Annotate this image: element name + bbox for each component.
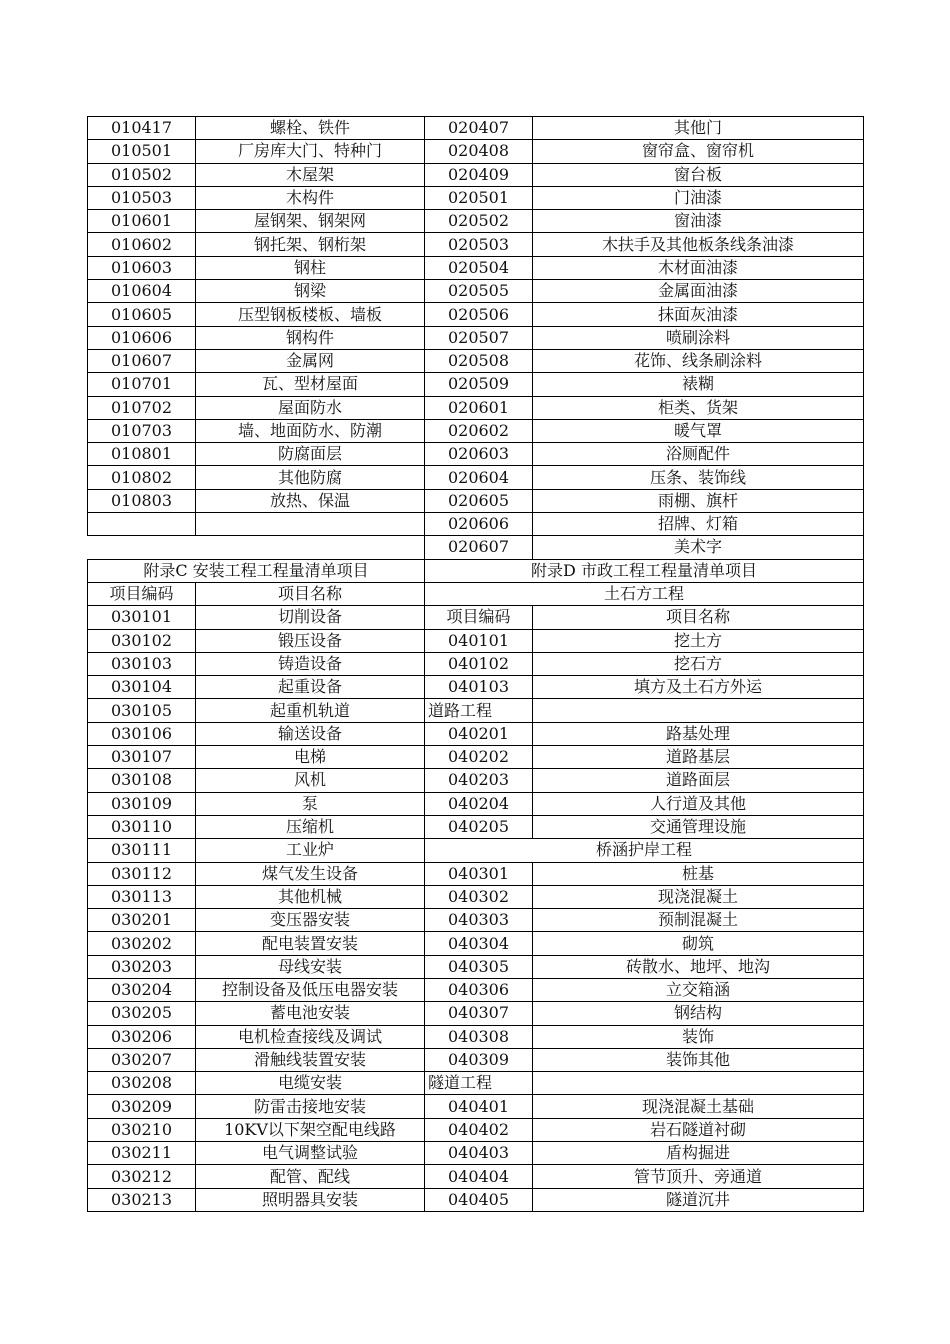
item-name-cell: 压缩机 <box>196 815 425 838</box>
item-code-cell: 020507 <box>425 326 533 349</box>
item-code-cell: 030101 <box>88 606 196 629</box>
item-name-cell: 配管、配线 <box>196 1165 425 1188</box>
appendix-title-row <box>88 559 864 582</box>
item-name-cell: 瓦、型材屋面 <box>196 373 425 396</box>
item-name-cell: 电缆安装 <box>196 1072 425 1095</box>
item-code-cell: 020408 <box>425 140 533 163</box>
item-code-cell: 030107 <box>88 746 196 769</box>
item-code-cell: 010503 <box>88 186 196 209</box>
item-name-cell: 控制设备及低压电器安装 <box>196 978 425 1001</box>
table-row <box>88 978 864 1001</box>
item-name-cell: 防雷击接地安装 <box>196 1095 425 1118</box>
item-code-cell: 030103 <box>88 652 196 675</box>
appendix-d-title: 附录D 市政工程工程量清单项目 <box>425 559 864 582</box>
item-name-cell <box>196 513 425 536</box>
item-name-cell: 起重设备 <box>196 676 425 699</box>
item-code-cell: 030202 <box>88 932 196 955</box>
table-row <box>88 396 864 419</box>
item-code-cell: 040405 <box>425 1188 533 1211</box>
item-code-cell: 030104 <box>88 676 196 699</box>
item-name-cell: 金属网 <box>196 349 425 372</box>
item-name-cell: 木材面油漆 <box>533 256 864 279</box>
item-name-cell: 装饰 <box>533 1025 864 1048</box>
item-name-cell: 预制混凝土 <box>533 909 864 932</box>
item-code-cell: 030212 <box>88 1165 196 1188</box>
table-row <box>88 326 864 349</box>
item-name-cell: 装饰其他 <box>533 1048 864 1071</box>
item-name-cell: 厂房库大门、特种门 <box>196 140 425 163</box>
item-name-cell: 雨棚、旗杆 <box>533 489 864 512</box>
item-name-cell: 金属面油漆 <box>533 280 864 303</box>
table-row <box>88 140 864 163</box>
item-code-cell: 020505 <box>425 280 533 303</box>
item-name-cell: 防腐面层 <box>196 443 425 466</box>
table-row <box>88 1072 864 1095</box>
item-code-cell: 040402 <box>425 1118 533 1141</box>
item-code-cell: 010604 <box>88 280 196 303</box>
item-code-cell: 030112 <box>88 862 196 885</box>
header-row <box>88 582 864 605</box>
item-code-cell: 040308 <box>425 1025 533 1048</box>
item-name-cell: 木构件 <box>196 186 425 209</box>
item-name-cell: 照明器具安装 <box>196 1188 425 1211</box>
item-code-cell: 040203 <box>425 769 533 792</box>
table-row <box>88 443 864 466</box>
item-name-cell: 起重机轨道 <box>196 699 425 722</box>
item-name-cell: 盾构掘进 <box>533 1142 864 1165</box>
table-row <box>88 233 864 256</box>
item-name-cell: 木屋架 <box>196 163 425 186</box>
item-name-cell: 人行道及其他 <box>533 792 864 815</box>
table-row <box>88 862 864 885</box>
item-code-cell: 030102 <box>88 629 196 652</box>
table-row <box>88 210 864 233</box>
column-header-code: 项目编码 <box>88 582 196 605</box>
item-name-cell: 道路面层 <box>533 769 864 792</box>
table-row <box>88 746 864 769</box>
item-code-cell: 030110 <box>88 815 196 838</box>
item-code-cell: 040401 <box>425 1095 533 1118</box>
item-name-cell: 柜类、货架 <box>533 396 864 419</box>
table-row <box>88 513 864 536</box>
item-name-cell: 挖石方 <box>533 652 864 675</box>
item-code-cell: 040101 <box>425 629 533 652</box>
item-name-cell: 螺栓、铁件 <box>196 117 425 140</box>
item-code-cell: 010417 <box>88 117 196 140</box>
item-name-cell: 煤气发生设备 <box>196 862 425 885</box>
item-name-cell: 岩石隧道衬砌 <box>533 1118 864 1141</box>
table-row <box>88 163 864 186</box>
item-name-cell: 美术字 <box>533 536 864 559</box>
table-row <box>88 1025 864 1048</box>
item-name-cell: 隧道沉井 <box>533 1188 864 1211</box>
item-name-cell: 道路基层 <box>533 746 864 769</box>
item-name-cell: 墙、地面防水、防潮 <box>196 419 425 442</box>
item-name-cell: 挖土方 <box>533 629 864 652</box>
item-name-cell: 放热、保温 <box>196 489 425 512</box>
item-code-cell: 040303 <box>425 909 533 932</box>
item-name-cell: 填方及土石方外运 <box>533 676 864 699</box>
section-title: 隧道工程 <box>425 1072 533 1095</box>
item-name-cell: 裱糊 <box>533 373 864 396</box>
item-name-cell: 滑触线装置安装 <box>196 1048 425 1071</box>
table-row <box>88 1048 864 1071</box>
item-code-cell: 040305 <box>425 955 533 978</box>
table-row <box>88 885 864 908</box>
item-name-cell: 现浇混凝土基础 <box>533 1095 864 1118</box>
item-code-cell: 020604 <box>425 466 533 489</box>
item-name-cell: 铸造设备 <box>196 652 425 675</box>
item-code-cell: 030106 <box>88 722 196 745</box>
item-code-cell: 040204 <box>425 792 533 815</box>
column-header-name: 项目名称 <box>533 606 864 629</box>
item-name-cell: 泵 <box>196 792 425 815</box>
item-code-cell: 030209 <box>88 1095 196 1118</box>
item-code-cell: 040404 <box>425 1165 533 1188</box>
item-code-cell: 040103 <box>425 676 533 699</box>
empty-cell <box>88 536 425 559</box>
table-row <box>88 117 864 140</box>
item-name-cell: 窗台板 <box>533 163 864 186</box>
item-name-cell: 输送设备 <box>196 722 425 745</box>
table-row <box>88 186 864 209</box>
item-name-cell: 喷刷涂料 <box>533 326 864 349</box>
table-row <box>88 280 864 303</box>
item-code-cell: 030208 <box>88 1072 196 1095</box>
table-row <box>88 606 864 629</box>
table-row <box>88 955 864 978</box>
item-name-cell: 浴厕配件 <box>533 443 864 466</box>
table-row <box>88 769 864 792</box>
table-body <box>88 117 864 1212</box>
item-name-cell: 风机 <box>196 769 425 792</box>
item-code-cell: 030108 <box>88 769 196 792</box>
item-code-cell: 010605 <box>88 303 196 326</box>
table-row <box>88 839 864 862</box>
item-code-cell: 040403 <box>425 1142 533 1165</box>
item-name-cell: 电梯 <box>196 746 425 769</box>
table-row <box>88 1002 864 1025</box>
item-name-cell: 蓄电池安装 <box>196 1002 425 1025</box>
item-code-cell: 040302 <box>425 885 533 908</box>
item-code-cell: 010803 <box>88 489 196 512</box>
table-row <box>88 699 864 722</box>
item-code-cell: 010601 <box>88 210 196 233</box>
table-row <box>88 1095 864 1118</box>
table-row <box>88 1165 864 1188</box>
table-row <box>88 909 864 932</box>
item-name-cell: 工业炉 <box>196 839 425 862</box>
item-name-cell: 木扶手及其他板条线条油漆 <box>533 233 864 256</box>
item-code-cell: 030105 <box>88 699 196 722</box>
item-name-cell: 电机检查接线及调试 <box>196 1025 425 1048</box>
item-code-cell: 040307 <box>425 1002 533 1025</box>
item-name-cell: 切削设备 <box>196 606 425 629</box>
item-name-cell: 母线安装 <box>196 955 425 978</box>
item-name-cell: 电气调整试验 <box>196 1142 425 1165</box>
item-code-cell: 010802 <box>88 466 196 489</box>
table-row <box>88 489 864 512</box>
item-code-cell: 010702 <box>88 396 196 419</box>
item-code-cell: 020409 <box>425 163 533 186</box>
item-name-cell: 门油漆 <box>533 186 864 209</box>
item-name-cell: 屋钢架、钢架网 <box>196 210 425 233</box>
item-code-cell: 010502 <box>88 163 196 186</box>
item-code-cell: 020501 <box>425 186 533 209</box>
item-name-cell: 锻压设备 <box>196 629 425 652</box>
item-name-cell: 10KV以下架空配电线路 <box>196 1118 425 1141</box>
column-header-name: 项目名称 <box>196 582 425 605</box>
table-row <box>88 373 864 396</box>
item-name-cell: 砖散水、地坪、地沟 <box>533 955 864 978</box>
item-code-cell: 020504 <box>425 256 533 279</box>
item-code-cell: 040201 <box>425 722 533 745</box>
item-code-cell: 040309 <box>425 1048 533 1071</box>
item-code-cell: 040205 <box>425 815 533 838</box>
item-code-cell: 030113 <box>88 885 196 908</box>
item-name-cell: 招牌、灯箱 <box>533 513 864 536</box>
item-code-cell: 010701 <box>88 373 196 396</box>
item-code-cell: 010801 <box>88 443 196 466</box>
item-code-cell: 020605 <box>425 489 533 512</box>
item-code-cell: 010606 <box>88 326 196 349</box>
item-code-cell: 010607 <box>88 349 196 372</box>
item-name-cell: 窗帘盒、窗帘机 <box>533 140 864 163</box>
item-code-cell: 010703 <box>88 419 196 442</box>
section-title: 道路工程 <box>425 699 533 722</box>
item-name-cell: 抹面灰油漆 <box>533 303 864 326</box>
table-row <box>88 466 864 489</box>
item-name-cell: 钢梁 <box>196 280 425 303</box>
item-code-cell: 020502 <box>425 210 533 233</box>
item-code-cell: 020601 <box>425 396 533 419</box>
item-code-cell: 020603 <box>425 443 533 466</box>
column-header-code: 项目编码 <box>425 606 533 629</box>
item-name-cell: 砌筑 <box>533 932 864 955</box>
item-name-cell: 花饰、线条刷涂料 <box>533 349 864 372</box>
item-code-cell: 030205 <box>88 1002 196 1025</box>
item-name-cell: 其他防腐 <box>196 466 425 489</box>
item-name-cell: 路基处理 <box>533 722 864 745</box>
item-name-cell: 屋面防水 <box>196 396 425 419</box>
item-code-cell: 040202 <box>425 746 533 769</box>
item-code-cell: 030201 <box>88 909 196 932</box>
item-code-cell: 040301 <box>425 862 533 885</box>
item-code-cell: 030211 <box>88 1142 196 1165</box>
item-code-cell: 030111 <box>88 839 196 862</box>
section-title: 桥涵护岸工程 <box>425 839 864 862</box>
item-name-cell: 压型钢板楼板、墙板 <box>196 303 425 326</box>
item-code-cell: 040306 <box>425 978 533 1001</box>
item-name-cell: 管节顶升、旁通道 <box>533 1165 864 1188</box>
bill-of-quantities-table <box>87 116 864 1212</box>
item-code-cell: 040304 <box>425 932 533 955</box>
item-name-cell: 变压器安装 <box>196 909 425 932</box>
item-code-cell: 030203 <box>88 955 196 978</box>
table-row <box>88 792 864 815</box>
item-code-cell: 010501 <box>88 140 196 163</box>
empty-cell <box>533 699 864 722</box>
item-name-cell: 立交箱涵 <box>533 978 864 1001</box>
table-row <box>88 652 864 675</box>
item-code-cell: 020503 <box>425 233 533 256</box>
section-title-earthwork: 土石方工程 <box>425 582 864 605</box>
item-name-cell: 其他机械 <box>196 885 425 908</box>
item-code-cell: 020508 <box>425 349 533 372</box>
table-row <box>88 303 864 326</box>
table-row <box>88 536 864 559</box>
item-code-cell: 030206 <box>88 1025 196 1048</box>
item-code-cell: 010603 <box>88 256 196 279</box>
item-code-cell: 020509 <box>425 373 533 396</box>
item-name-cell: 钢托架、钢桁架 <box>196 233 425 256</box>
item-name-cell: 钢结构 <box>533 1002 864 1025</box>
appendix-c-title: 附录C 安装工程工程量清单项目 <box>88 559 425 582</box>
item-code-cell: 040102 <box>425 652 533 675</box>
table-row <box>88 722 864 745</box>
item-name-cell: 现浇混凝土 <box>533 885 864 908</box>
item-code-cell: 020606 <box>425 513 533 536</box>
item-code-cell: 030213 <box>88 1188 196 1211</box>
item-code-cell: 030109 <box>88 792 196 815</box>
table-row <box>88 349 864 372</box>
item-code-cell: 030210 <box>88 1118 196 1141</box>
item-code-cell <box>88 513 196 536</box>
item-name-cell: 暖气罩 <box>533 419 864 442</box>
table-row <box>88 256 864 279</box>
item-code-cell: 030204 <box>88 978 196 1001</box>
item-code-cell: 020607 <box>425 536 533 559</box>
item-name-cell: 其他门 <box>533 117 864 140</box>
item-code-cell: 020407 <box>425 117 533 140</box>
table-row <box>88 1188 864 1211</box>
item-name-cell: 压条、装饰线 <box>533 466 864 489</box>
item-name-cell: 窗油漆 <box>533 210 864 233</box>
item-name-cell: 钢构件 <box>196 326 425 349</box>
table-row <box>88 1142 864 1165</box>
table-row <box>88 419 864 442</box>
item-name-cell: 钢柱 <box>196 256 425 279</box>
item-name-cell: 桩基 <box>533 862 864 885</box>
empty-cell <box>533 1072 864 1095</box>
table-row <box>88 629 864 652</box>
item-code-cell: 030207 <box>88 1048 196 1071</box>
item-name-cell: 交通管理设施 <box>533 815 864 838</box>
table-row <box>88 1118 864 1141</box>
item-name-cell: 配电装置安装 <box>196 932 425 955</box>
table-row <box>88 815 864 838</box>
table-row <box>88 676 864 699</box>
item-code-cell: 020602 <box>425 419 533 442</box>
item-code-cell: 020506 <box>425 303 533 326</box>
item-code-cell: 010602 <box>88 233 196 256</box>
table-row <box>88 932 864 955</box>
